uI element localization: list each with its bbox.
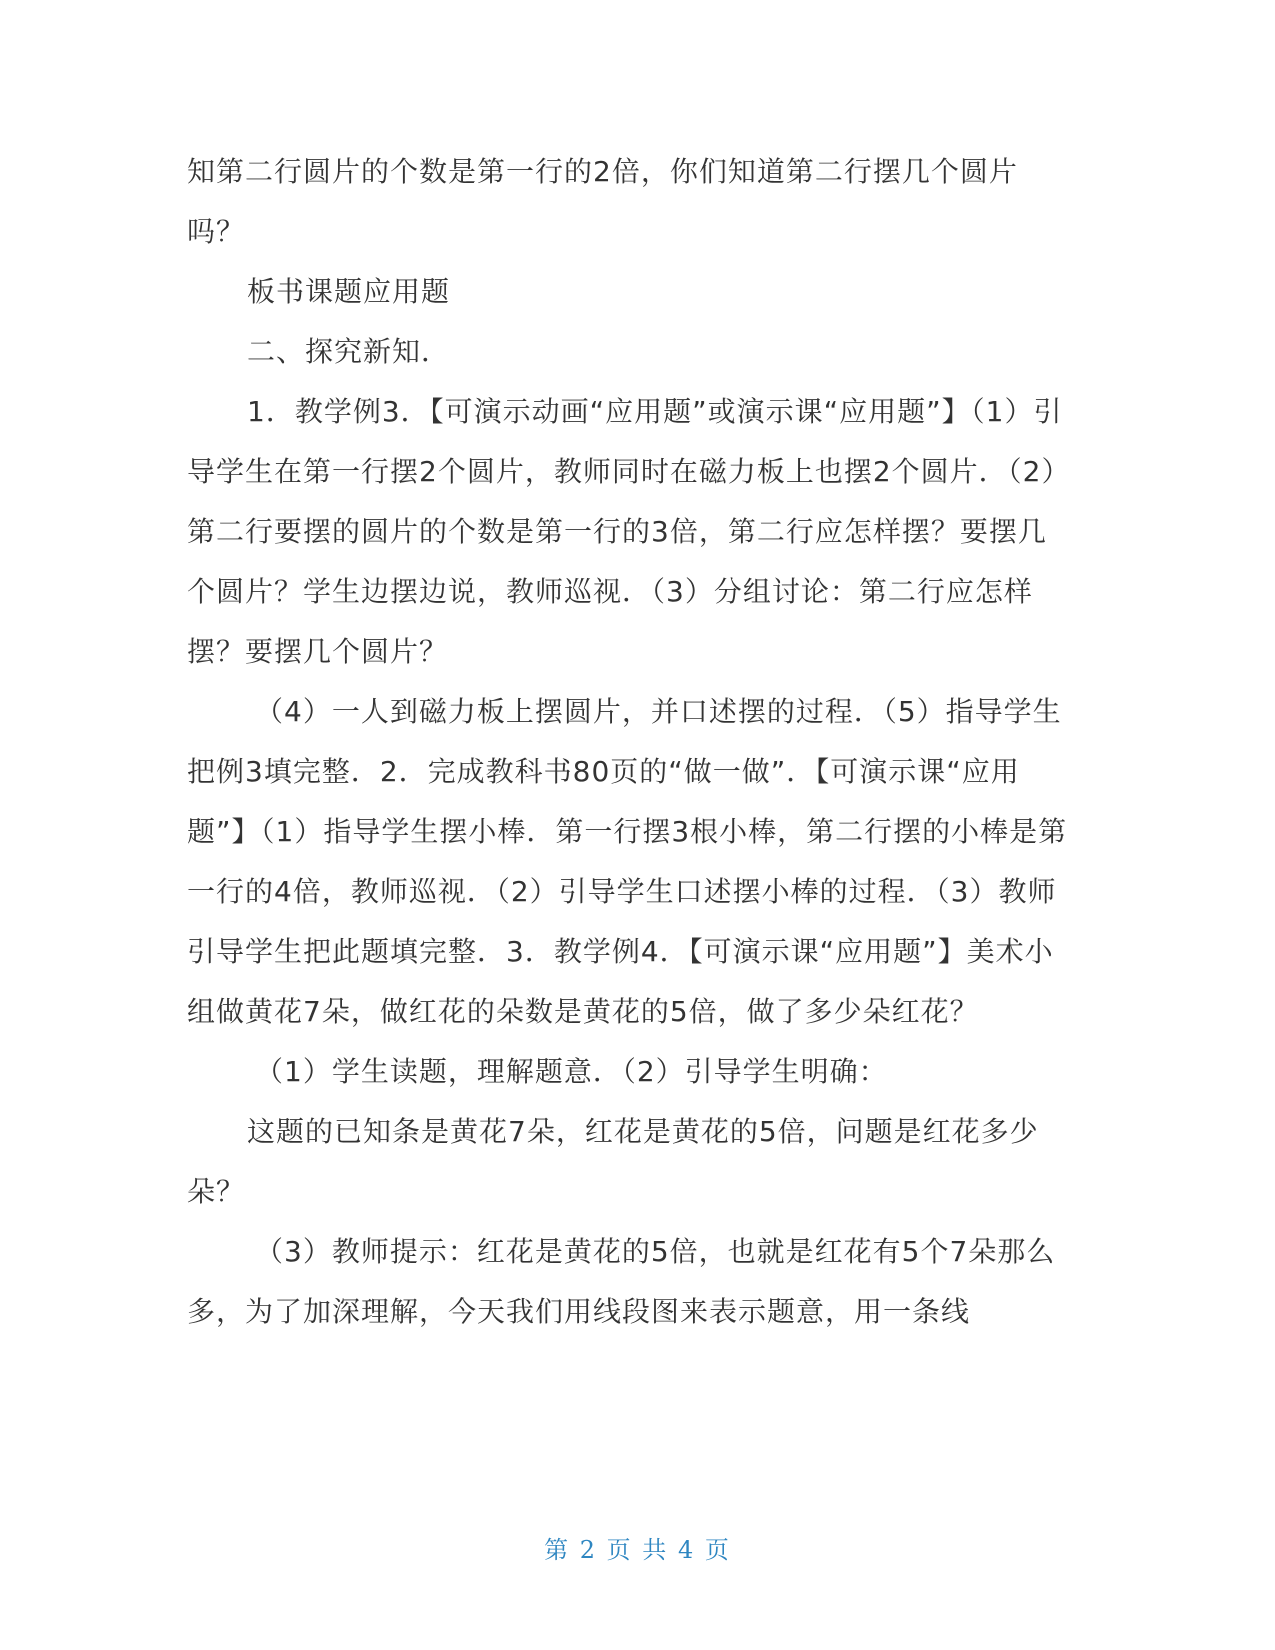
paragraph-demo-steps: （4）一人到磁力板上摆圆片，并口述摆的过程．（5）指导学生把例3填完整．2．完成教科书80页的“做一做”．【可演示课“应用题”】（1）指导学生摆小棒．第一行摆3根小棒，第二行摆的小棒是第一行的4倍，教师巡视．（2）引导学生口述摆小棒的过程．（3）教师引导学生把此题填完整．3．教学例4．【可演示课“应用题”】美术小组做黄花7朵，做红花的朵数是黄花的5倍，做了多少朵红花？ <box>187 695 1068 1028</box>
paragraph-intro-continuation: 知第二行圆片的个数是第一行的2倍，你们知道第二行摆几个圆片吗？ <box>187 155 1018 248</box>
paragraph-read-question: （1）学生读题，理解题意．（2）引导学生明确： <box>255 1055 888 1088</box>
page-number-footer: 第 2 页 共 4 页 <box>544 1536 731 1564</box>
section-heading-explore: 二、探究新知． <box>247 335 451 368</box>
paragraph-known-conditions: 这题的已知条是黄花7朵，红花是黄花的5倍，问题是红花多少朵？ <box>187 1115 1039 1208</box>
paragraph-example-3: 1．教学例3．【可演示动画“应用题”或演示课“应用题”】（1）引导学生在第一行摆2个圆片，教师同时在磁力板上也摆2个圆片．（2）第二行要摆的圆片的个数是第一行的3倍，第二行应怎样摆？要摆几个圆片？学生边摆边说，教师巡视．（3）分组讨论：第二行应怎样摆？要摆几个圆片？ <box>187 395 1071 668</box>
paragraph-teacher-hint: （3）教师提示：红花是黄花的5倍，也就是红花有5个7朵那么多，为了加深理解，今天我们用线段图来表示题意，用一条线 <box>187 1235 1056 1328</box>
paragraph-board-title: 板书课题应用题 <box>247 275 451 308</box>
document-body <box>187 142 1075 1342</box>
